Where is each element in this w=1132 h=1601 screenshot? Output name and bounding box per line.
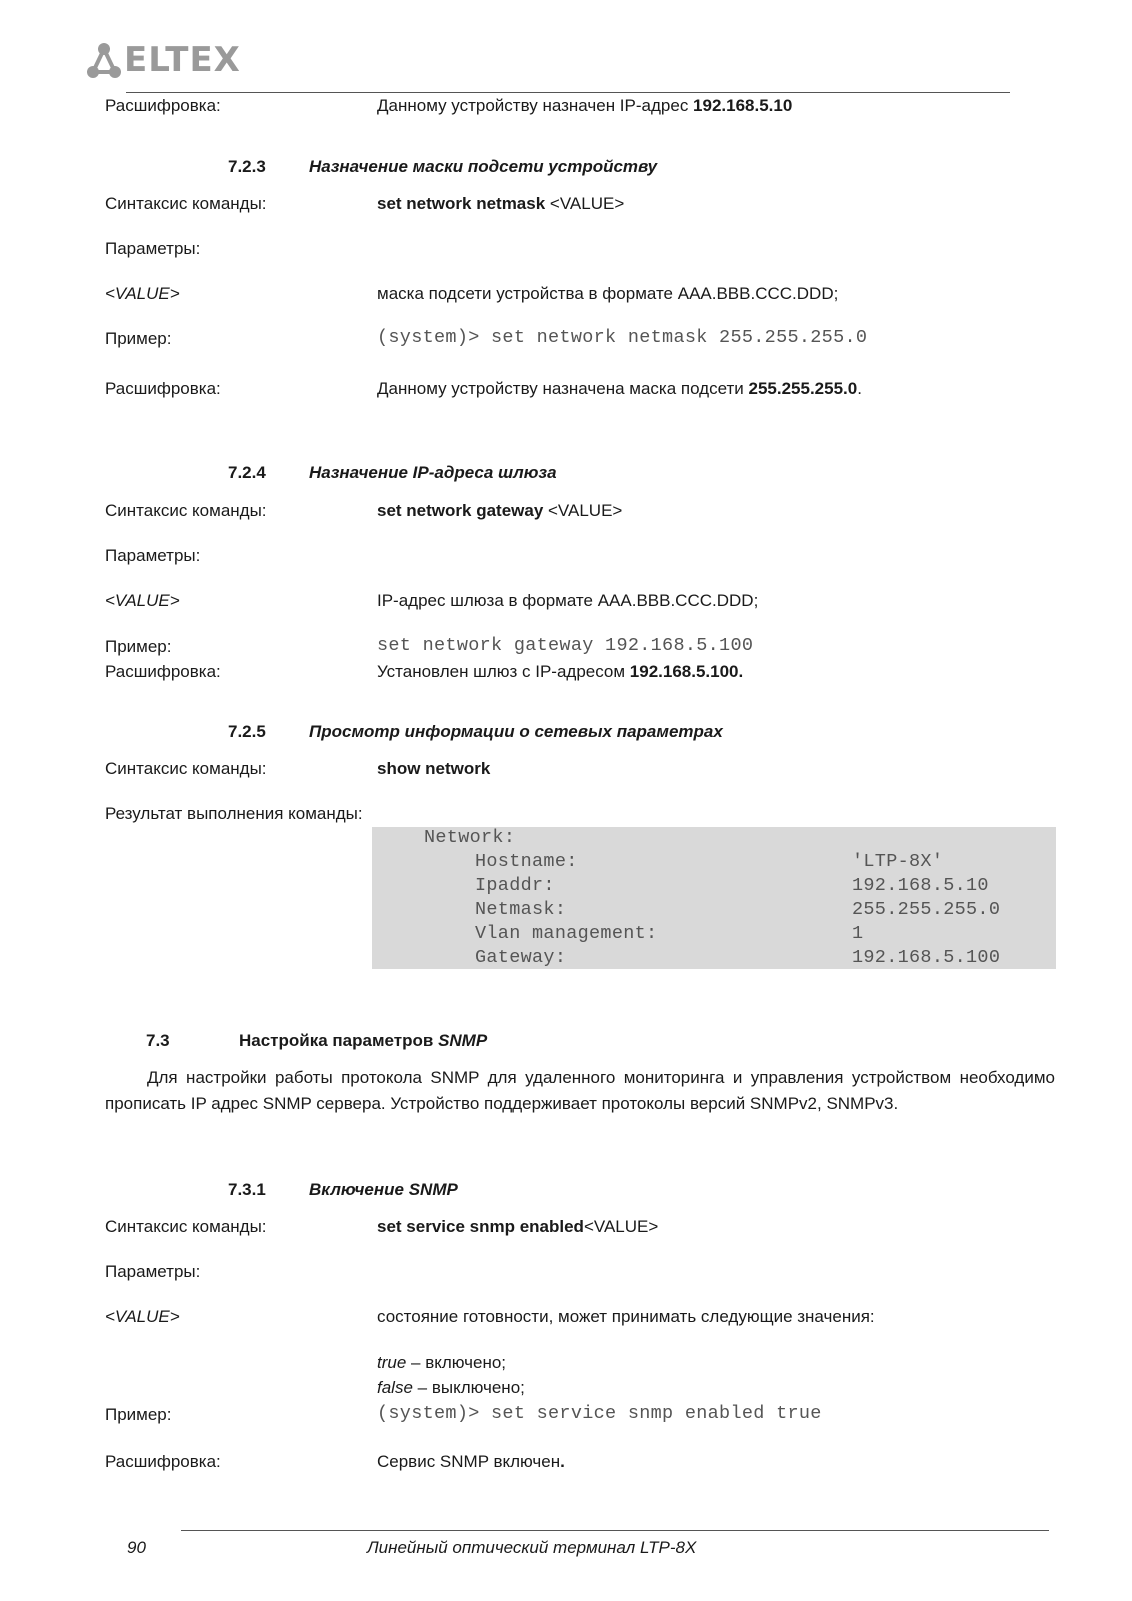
page-number: 90	[127, 1538, 146, 1557]
value-label: <VALUE>	[105, 284, 180, 303]
decode-value: Установлен шлюз с IP-адресом 192.168.5.100.	[377, 662, 744, 681]
syntax-command: set service snmp enabled<VALUE>	[377, 1217, 659, 1236]
section-title: Назначение маски подсети устройству	[309, 157, 658, 176]
value-description: IP-адрес шлюза в формате AAA.BBB.CCC.DDD;	[377, 591, 759, 610]
output-value: 1	[852, 923, 864, 944]
example-label: Пример:	[105, 637, 172, 656]
logo-icon	[86, 40, 122, 84]
example-code: set network gateway 192.168.5.100	[377, 635, 754, 656]
example-code: (system)> set service snmp enabled true	[377, 1403, 822, 1424]
value-option-false: false – выключено;	[377, 1378, 525, 1397]
syntax-label: Синтаксис команды:	[105, 759, 267, 778]
section-title: Назначение IP-адреса шлюза	[309, 463, 557, 482]
decode-label: Расшифровка:	[105, 379, 221, 398]
syntax-label: Синтаксис команды:	[105, 1217, 267, 1236]
decode-label: Расшифровка:	[105, 662, 221, 681]
value-description: маска подсети устройства в формате AAA.BBB.CCC.DDD;	[377, 284, 839, 303]
eltex-logo	[86, 40, 256, 84]
decode-value: Сервис SNMP включен.	[377, 1452, 565, 1471]
syntax-command: set network gateway <VALUE>	[377, 501, 623, 520]
top-decode-value: Данному устройству назначен IP-адрес 192.168.5.10	[377, 96, 793, 115]
section-title: Настройка параметров SNMP	[239, 1031, 488, 1050]
header-rule	[126, 92, 1010, 93]
output-value: 192.168.5.100	[852, 947, 1001, 968]
section-number: 7.2.3	[228, 157, 266, 176]
value-label: <VALUE>	[105, 591, 180, 610]
output-header: Network:	[424, 827, 516, 848]
params-label: Параметры:	[105, 239, 201, 258]
result-label: Результат выполнения команды:	[105, 804, 363, 823]
syntax-label: Синтаксис команды:	[105, 501, 267, 520]
section-number: 7.2.5	[228, 722, 266, 741]
output-key: Ipaddr:	[475, 875, 555, 896]
output-value: 'LTP-8X'	[852, 851, 944, 872]
output-key: Netmask:	[475, 899, 567, 920]
top-decode-label: Расшифровка:	[105, 96, 221, 115]
output-value: 255.255.255.0	[852, 899, 1001, 920]
decode-value: Данному устройству назначена маска подсети 255.255.255.0.	[377, 379, 862, 398]
example-label: Пример:	[105, 329, 172, 348]
params-label: Параметры:	[105, 546, 201, 565]
value-description: состояние готовности, может принимать следующие значения:	[377, 1307, 875, 1326]
snmp-paragraph: Для настройки работы протокола SNMP для удаленного мониторинга и управления устройством необходимо прописать IP адрес SNMP сервера. Устройство поддерживает протоколы версий SNMPv2, SNMPv3.	[105, 1068, 1055, 1113]
section-title: Включение SNMP	[309, 1180, 458, 1199]
section-number: 7.2.4	[228, 463, 266, 482]
value-label: <VALUE>	[105, 1307, 180, 1326]
example-label: Пример:	[105, 1405, 172, 1424]
syntax-command: show network	[377, 759, 491, 778]
section-title: Просмотр информации о сетевых параметрах	[309, 722, 723, 741]
value-option-true: true – включено;	[377, 1353, 507, 1372]
section-number: 7.3	[146, 1031, 170, 1050]
syntax-command: set network netmask <VALUE>	[377, 194, 625, 213]
output-key: Hostname:	[475, 851, 578, 872]
footer-rule	[181, 1530, 1049, 1531]
command-output-box	[372, 827, 1056, 969]
footer-title: Линейный оптический терминал LTP-8X	[367, 1538, 697, 1557]
example-code: (system)> set network netmask 255.255.255.0	[377, 327, 868, 348]
syntax-label: Синтаксис команды:	[105, 194, 267, 213]
decode-label: Расшифровка:	[105, 1452, 221, 1471]
section-number: 7.3.1	[228, 1180, 266, 1199]
output-key: Gateway:	[475, 947, 567, 968]
output-value: 192.168.5.10	[852, 875, 989, 896]
logo-text: ELTEX	[124, 40, 241, 80]
params-label: Параметры:	[105, 1262, 201, 1281]
output-key: Vlan management:	[475, 923, 658, 944]
